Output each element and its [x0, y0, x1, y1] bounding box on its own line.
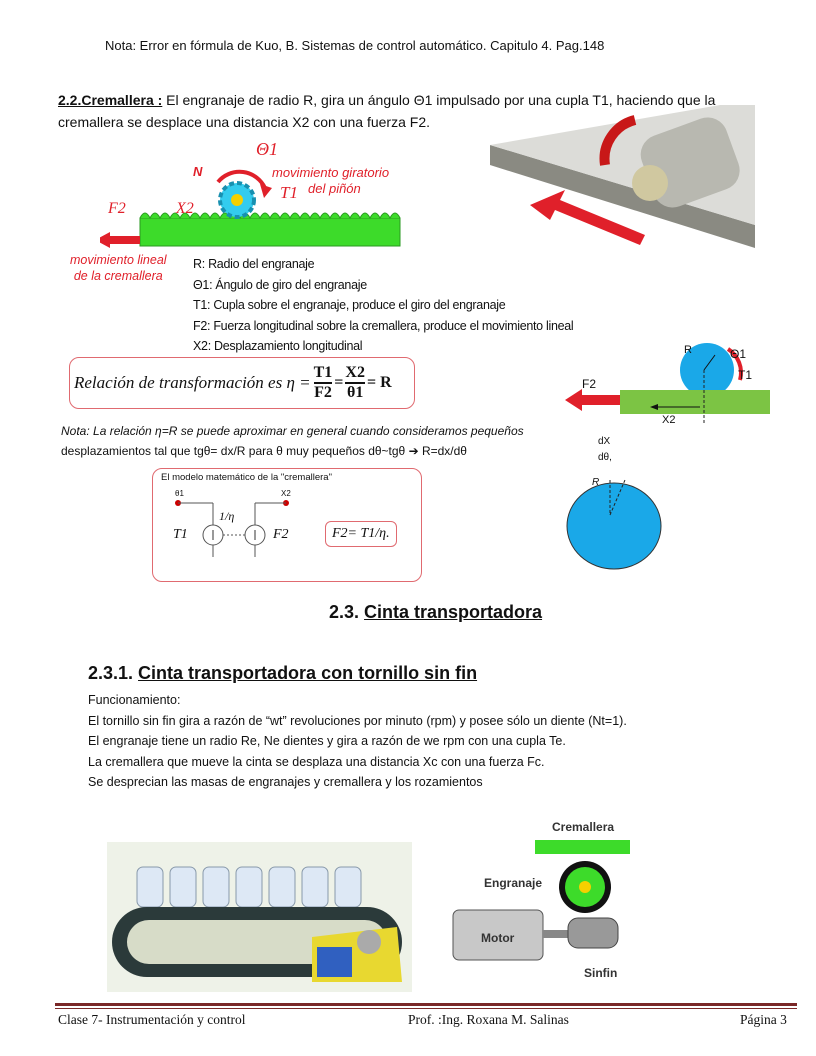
page-number: Página 3	[740, 1012, 787, 1027]
port-label: θ1	[175, 489, 184, 498]
ratio-label: 1/η	[219, 509, 235, 523]
legend-item: F2: Fuerza longitudinal sobre la cremallera, produce el movimiento lineal	[193, 318, 574, 333]
dx-label: dX	[598, 436, 611, 447]
model-equation: F2= T1/η.	[325, 521, 397, 547]
conveyor-illustration	[107, 842, 412, 992]
footer-divider	[55, 1003, 797, 1009]
header-note: Nota: Error en fórmula de Kuo, B. Sistemas de control automático. Capitulo 4. Pag.148	[105, 38, 605, 53]
math-model-box	[152, 468, 422, 582]
paragraph: La cremallera que mueve la cinta se desplaza una distancia Xc con una fuerza Fc.	[88, 754, 545, 769]
engranaje-label: Engranaje	[484, 876, 543, 890]
fraction-num: T1	[314, 364, 333, 384]
relation-text: Relación de transformación es η =	[74, 373, 311, 392]
rack-pinion-diagram	[100, 140, 410, 250]
motor-label: Motor	[481, 931, 515, 945]
f2-label: F2	[582, 377, 597, 391]
section-text: cremallera se desplace una distancia X2 con una fuerza F2.	[58, 114, 430, 130]
relation-box: Relación de transformación es η = $\frac{T1}{F2}$ = $\frac{X2}{\theta 1}$ = R	[69, 357, 415, 409]
relation-result: = R	[366, 374, 392, 391]
paragraph: Funcionamiento:	[88, 693, 181, 707]
cremallera-label: Cremallera	[552, 820, 615, 834]
legend-list	[193, 254, 573, 357]
f2-label: F2	[108, 200, 126, 217]
legend-item: T1: Cupla sobre el engranaje, produce el giro del engranaje	[193, 298, 506, 312]
rack-photo	[490, 105, 755, 250]
legend-item: Θ1: Ángulo de giro del engranaje	[193, 277, 367, 292]
t1-label: T1	[738, 368, 753, 382]
t1-label: T1	[173, 527, 188, 542]
paragraph: Se desprecian las masas de engranajes y cremallera y los rozamientos	[88, 775, 483, 789]
approx-note	[61, 421, 524, 461]
section-text: El engranaje de radio R, gira un ángulo Θ1 impulsado por una cupla T1, haciendo que la	[162, 92, 716, 108]
f2-label: F2	[273, 527, 289, 542]
paragraph: El tornillo sin fin gira a razón de “wt” revoluciones por minuto (rpm) y posee sólo un diente (Nt=1).	[88, 713, 627, 728]
worm-gear-illustration	[448, 815, 638, 985]
r-label: R	[592, 477, 600, 488]
sinfin-label: Sinfin	[584, 966, 618, 980]
model-title: El modelo matemático de la "cremallera"	[161, 472, 332, 483]
linear-motion-label: movimiento lineal de la cremallera	[70, 253, 167, 283]
legend-item: X2: Desplazamiento longitudinal	[193, 339, 363, 353]
fraction-den: θ1	[347, 384, 364, 401]
x2-label: X2	[662, 414, 676, 426]
legend-item: R: Radio del engranaje	[193, 257, 315, 271]
note-line: desplazamientos tal que tgθ= dx/R para θ muy pequeños dθ~tgθ ➔ R=dx/dθ	[61, 444, 467, 458]
dtheta-label: dθ,	[598, 452, 612, 463]
paragraph: El engranaje tiene un radio Re, Ne dientes y gira a razón de we rpm con una cupla Te.	[88, 734, 566, 748]
body-text	[88, 690, 627, 793]
port-label: X2	[281, 489, 291, 498]
rotation-label: del piñón	[308, 181, 361, 196]
section-2-3-1-title: 2.3.1. Cinta transportadora con tornillo sin fin	[88, 663, 478, 683]
note-line: Nota: La relación η=R se puede aproximar en general cuando consideramos pequeños	[61, 424, 524, 438]
theta1-label: Θ1	[256, 139, 278, 159]
section-title: 2.2.Cremallera :	[58, 92, 163, 108]
r-label: R	[684, 344, 692, 356]
x2-label: X2	[176, 200, 194, 217]
section-2-3-title: 2.3. Cinta transportadora	[329, 602, 543, 622]
fraction-num: X2	[345, 364, 365, 384]
t1-label: T1	[280, 183, 298, 202]
footer-center: Prof. :Ing. Roxana M. Salinas	[408, 1012, 569, 1027]
fraction-den: F2	[314, 384, 332, 401]
rotation-label: movimiento giratorio	[272, 165, 390, 180]
footer-left: Clase 7- Instrumentación y control	[58, 1012, 246, 1027]
n-label: N	[193, 164, 203, 179]
theta1-label: Θ1	[730, 347, 747, 361]
